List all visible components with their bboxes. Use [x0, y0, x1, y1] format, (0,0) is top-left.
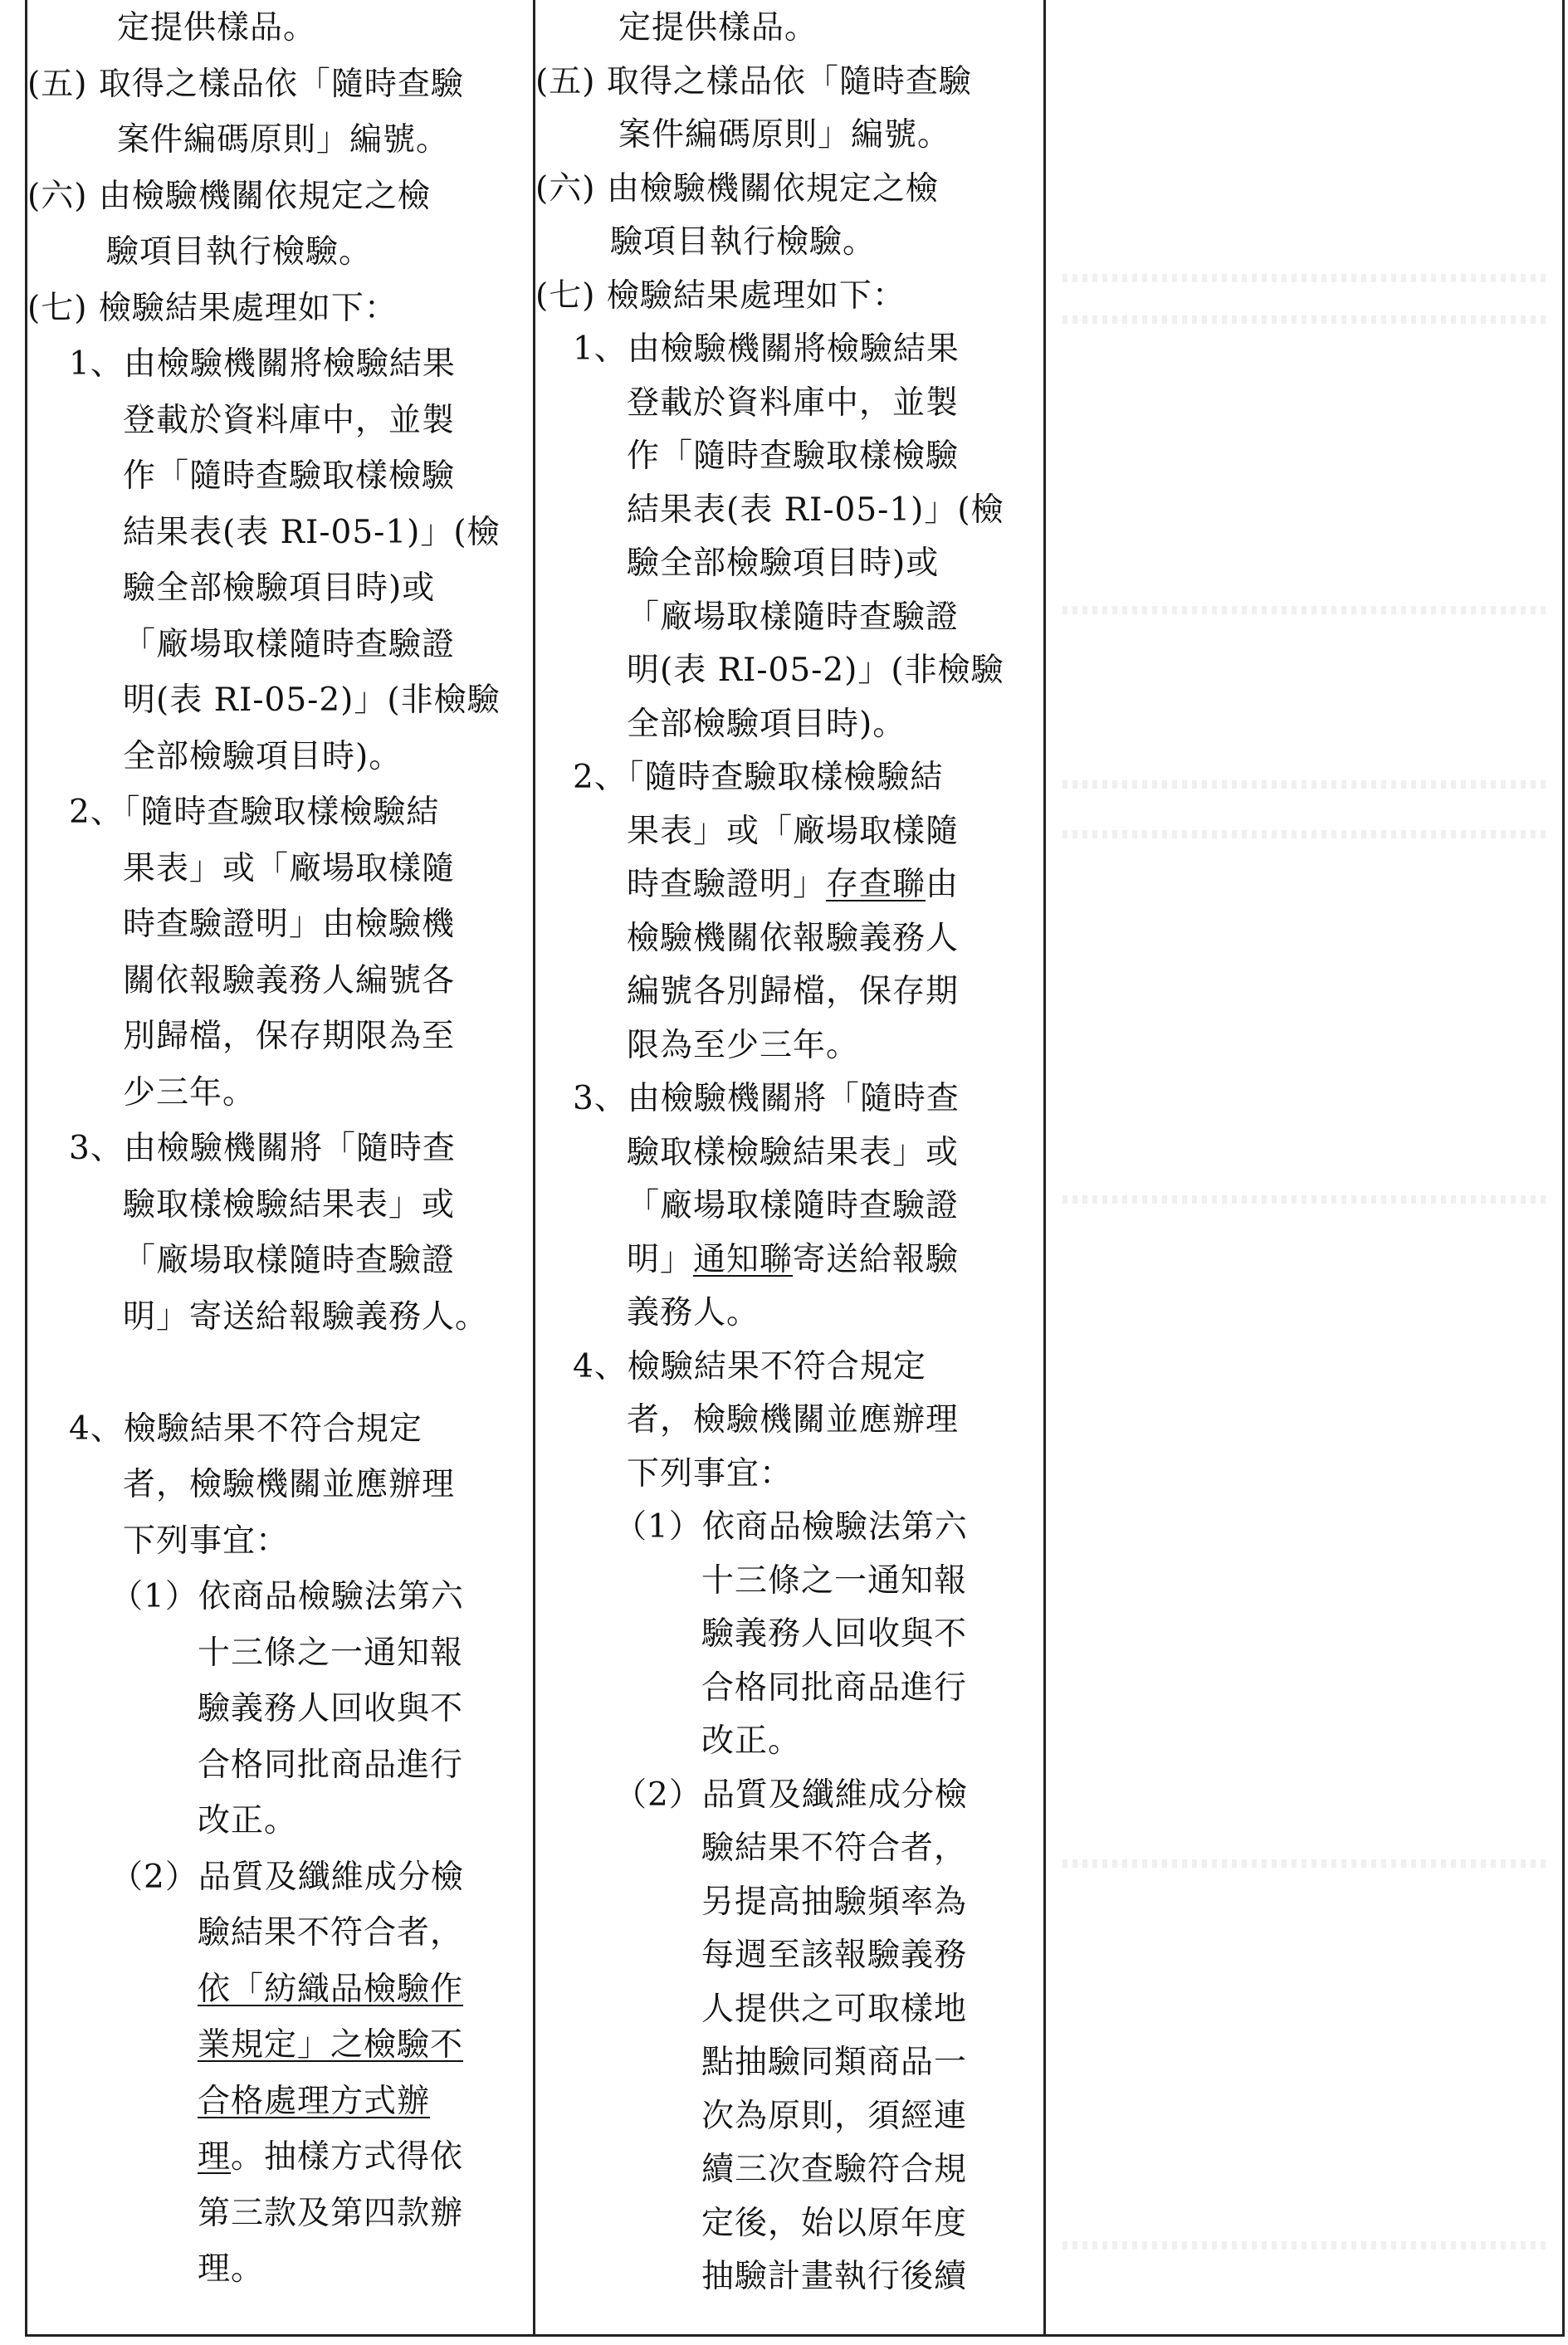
text-line: [535, 2092, 1043, 2142]
text-segment: 4、檢驗結果不符合規定: [69, 1409, 423, 1448]
explanation-column: [1046, 0, 1562, 2334]
text-segment: 定提供樣品。: [117, 9, 317, 46]
text-segment: 定提供樣品。: [618, 9, 818, 46]
text-segment: 「廠場取樣隨時查驗證: [627, 598, 960, 636]
text-line: [27, 1068, 533, 1118]
text-segment: （1）依商品檢驗法第六: [110, 1578, 464, 1615]
text-segment: 限為至少三年。: [627, 1026, 860, 1064]
text-segment: 關依報驗義務人編號各: [123, 961, 456, 999]
underlined-text: 理: [198, 2138, 232, 2176]
text-line: [535, 1074, 1043, 1124]
text-line: [27, 172, 533, 222]
text-line: [27, 2020, 533, 2070]
text-line: [27, 620, 533, 670]
text-line: [535, 593, 1043, 642]
text-segment: 驗取樣檢驗結果表」或: [123, 1185, 456, 1224]
text-line: [535, 432, 1043, 481]
text-line: [535, 2199, 1043, 2249]
text-segment: (七) 檢驗結果處理如下：: [27, 289, 398, 327]
text-line: [27, 1629, 533, 1678]
text-line: [535, 486, 1043, 535]
text-segment: (五) 取得之樣品依「隨時查驗: [535, 62, 972, 100]
text-line: [535, 1771, 1043, 1820]
text-segment: （2）品質及纖維成分檢: [110, 1858, 464, 1896]
text-segment: 十三條之一通知報: [701, 1561, 968, 1600]
text-segment: （1）依商品檢驗法第六: [614, 1508, 968, 1546]
text-line: [27, 1292, 533, 1342]
text-segment: 寄送給報驗: [793, 1240, 960, 1278]
text-line: [27, 60, 533, 110]
text-line: [535, 807, 1043, 857]
text-segment: 3、由檢驗機關將「隨時查: [573, 1080, 960, 1117]
text-line: [27, 788, 533, 838]
text-segment: 另提高抽驗頻率為: [701, 1883, 968, 1921]
text-segment: 3、由檢驗機關將「隨時查: [69, 1130, 456, 1167]
text-segment: 果表」或「廠場取樣隨: [123, 849, 456, 887]
text-segment: 抽驗計畫執行後續: [701, 2258, 968, 2295]
text-segment: 下列事宜：: [123, 1522, 290, 1560]
text-segment: 作「隨時查驗取樣檢驗: [123, 457, 456, 495]
text-segment: 1、由檢驗機關將檢驗結果: [69, 345, 456, 383]
text-line: [27, 1965, 533, 2015]
text-line: [27, 340, 533, 389]
text-line: [27, 1236, 533, 1286]
text-segment: 者，檢驗機關並應辦理: [627, 1401, 960, 1439]
text-line: [27, 844, 533, 894]
text-segment: 4、檢驗結果不符合規定: [573, 1347, 926, 1385]
text-segment: 次為原則，須經連: [701, 2097, 968, 2135]
text-segment: (七) 檢驗結果處理如下：: [535, 276, 906, 315]
text-segment: 改正。: [198, 1802, 298, 1839]
text-line: [27, 2077, 533, 2127]
text-segment: 理。: [198, 2250, 265, 2288]
underlined-text: 依「紡織品檢驗作: [198, 1970, 464, 2008]
text-line: [535, 1181, 1043, 1231]
text-line: [27, 115, 533, 165]
text-segment: 第三款及第四款辦: [198, 2194, 464, 2232]
underlined-text: 存查聯: [826, 866, 926, 903]
text-line: [535, 1395, 1043, 1445]
text-line: [535, 1288, 1043, 1338]
text-segment: 檢驗機關依報驗義務人: [627, 919, 960, 957]
text-segment: 驗全部檢驗項目時)或: [123, 569, 436, 607]
text-line: [535, 1878, 1043, 1927]
text-segment: 合格同批商品進行: [701, 1668, 968, 1707]
text-line: [535, 1610, 1043, 1659]
text-line: [27, 564, 533, 613]
text-line: [535, 914, 1043, 964]
text-line: [535, 1985, 1043, 2035]
text-line: [535, 1663, 1043, 1713]
text-line: [27, 1405, 533, 1454]
text-segment: 驗義務人回收與不: [198, 1690, 464, 1727]
text-line: [27, 1348, 533, 1398]
text-segment: 全部檢驗項目時)。: [123, 737, 403, 775]
text-line: [27, 2189, 533, 2239]
text-line: [27, 508, 533, 558]
text-segment: 者，檢驗機關並應辦理: [123, 1466, 456, 1503]
text-line: [535, 2145, 1043, 2195]
text-segment: (六) 由檢驗機關依規定之檢: [27, 177, 431, 215]
text-segment: 驗全部檢驗項目時)或: [627, 545, 940, 582]
text-line: [27, 3, 533, 53]
text-segment: 驗結果不符合者，: [701, 1830, 968, 1867]
text-segment: 驗義務人回收與不: [701, 1615, 968, 1653]
text-line: [27, 1853, 533, 1903]
text-line: [535, 3, 1043, 53]
text-line: [27, 1460, 533, 1510]
text-line: [27, 1908, 533, 1958]
underlined-text: 合格處理方式辦: [198, 2082, 431, 2120]
text-segment: 案件編碼原則」編號。: [618, 116, 951, 154]
text-segment: 續三次查驗符合規: [701, 2151, 968, 2188]
text-line: [27, 1684, 533, 1734]
text-segment: 1、由檢驗機關將檢驗結果: [573, 330, 960, 368]
text-segment: 少三年。: [123, 1073, 256, 1111]
text-segment: 別歸檔，保存期限為至: [123, 1018, 456, 1055]
text-segment: 由: [926, 866, 960, 903]
text-segment: 時查驗證明」由檢驗機: [123, 906, 456, 943]
text-segment: 。抽樣方式得依: [231, 2138, 464, 2176]
text-line: [535, 164, 1043, 214]
text-segment: 編號各別歸檔，保存期: [627, 973, 960, 1010]
text-segment: 合格同批商品進行: [198, 1746, 464, 1784]
text-line: [27, 1741, 533, 1791]
text-line: [535, 1128, 1043, 1178]
text-line: [27, 1796, 533, 1846]
text-line: [27, 732, 533, 782]
text-line: [535, 646, 1043, 696]
text-line: [535, 325, 1043, 374]
text-line: [27, 900, 533, 950]
text-segment: 點抽驗同類商品一: [701, 2044, 968, 2081]
text-segment: 果表」或「廠場取樣隨: [627, 812, 960, 850]
text-line: [535, 700, 1043, 750]
text-segment: (六) 由檢驗機關依規定之檢: [535, 169, 939, 208]
text-line: [535, 110, 1043, 160]
text-line: [27, 452, 533, 501]
text-segment: 全部檢驗項目時)。: [627, 705, 906, 743]
text-line: [535, 1449, 1043, 1499]
text-segment: 明(表 RI-05-2)」(非檢驗: [123, 682, 501, 719]
text-segment: 驗取樣檢驗結果表」或: [627, 1133, 960, 1171]
text-line: [535, 1235, 1043, 1285]
text-segment: 驗項目執行檢驗。: [610, 223, 877, 261]
text-line: [535, 217, 1043, 267]
text-segment: 時查驗證明」: [627, 866, 827, 903]
text-line: [27, 676, 533, 725]
text-line: [27, 956, 533, 1006]
text-line: [535, 2252, 1043, 2302]
text-line: [27, 2132, 533, 2182]
text-segment: 明」: [627, 1240, 694, 1278]
amended-text-column: [27, 0, 535, 2334]
text-segment: 明」寄送給報驗義務人。: [123, 1297, 489, 1336]
text-segment: 十三條之一通知報: [198, 1634, 464, 1672]
text-line: [535, 1824, 1043, 1874]
text-segment: 人提供之可取樣地: [701, 1990, 968, 2028]
underlined-text: 通知聯: [693, 1240, 794, 1278]
text-segment: 2、「隨時查驗取樣檢驗結: [69, 794, 440, 831]
text-line: [27, 1012, 533, 1062]
text-segment: 下列事宜：: [627, 1454, 794, 1492]
text-segment: 「廠場取樣隨時查驗證: [627, 1187, 960, 1224]
text-segment: 驗結果不符合者，: [198, 1914, 464, 1952]
current-text-column: [535, 0, 1046, 2334]
text-segment: (五) 取得之樣品依「隨時查驗: [27, 65, 464, 103]
text-segment: 登載於資料庫中，並製: [123, 401, 456, 439]
text-segment: 2、「隨時查驗取樣檢驗結: [573, 759, 944, 796]
text-line: [535, 271, 1043, 321]
text-segment: 結果表(表 RI-05-1)」(檢: [123, 513, 501, 551]
text-line: [27, 1124, 533, 1174]
text-line: [535, 539, 1043, 589]
text-segment: 定後，始以原年度: [701, 2204, 968, 2242]
text-line: [535, 2038, 1043, 2088]
text-segment: 「廠場取樣隨時查驗證: [123, 1242, 456, 1279]
text-line: [27, 396, 533, 446]
text-line: [535, 1021, 1043, 1071]
text-line: [535, 57, 1043, 107]
text-segment: 驗項目執行檢驗。: [106, 233, 373, 271]
text-line: [27, 227, 533, 277]
text-segment: 案件編碼原則」編號。: [117, 121, 450, 159]
text-segment: 作「隨時查驗取樣檢驗: [627, 437, 960, 475]
text-line: [535, 1342, 1043, 1392]
text-segment: （2）品質及纖維成分檢: [614, 1776, 968, 1814]
text-segment: 義務人。: [627, 1294, 760, 1331]
text-segment: 「廠場取樣隨時查驗證: [123, 625, 456, 663]
text-line: [535, 1931, 1043, 1981]
underlined-text: 業規定」之檢驗不: [198, 2026, 464, 2064]
text-segment: 每週至該報驗義務: [701, 1937, 968, 1974]
text-line: [27, 284, 533, 334]
text-line: [535, 1717, 1043, 1766]
text-segment: 結果表(表 RI-05-1)」(檢: [627, 491, 1004, 529]
text-line: [27, 1517, 533, 1566]
comparison-table: [25, 0, 1565, 2337]
text-segment: 登載於資料庫中，並製: [627, 384, 960, 422]
text-line: [535, 967, 1043, 1017]
text-line: [27, 2245, 533, 2294]
text-line: [535, 379, 1043, 428]
text-line: [535, 753, 1043, 803]
text-line: [27, 1180, 533, 1230]
text-line: [535, 1502, 1043, 1552]
text-line: [535, 1556, 1043, 1606]
text-segment: 明(表 RI-05-2)」(非檢驗: [627, 652, 1004, 689]
text-line: [535, 860, 1043, 910]
text-line: [27, 1572, 533, 1622]
text-segment: 改正。: [701, 1722, 802, 1760]
